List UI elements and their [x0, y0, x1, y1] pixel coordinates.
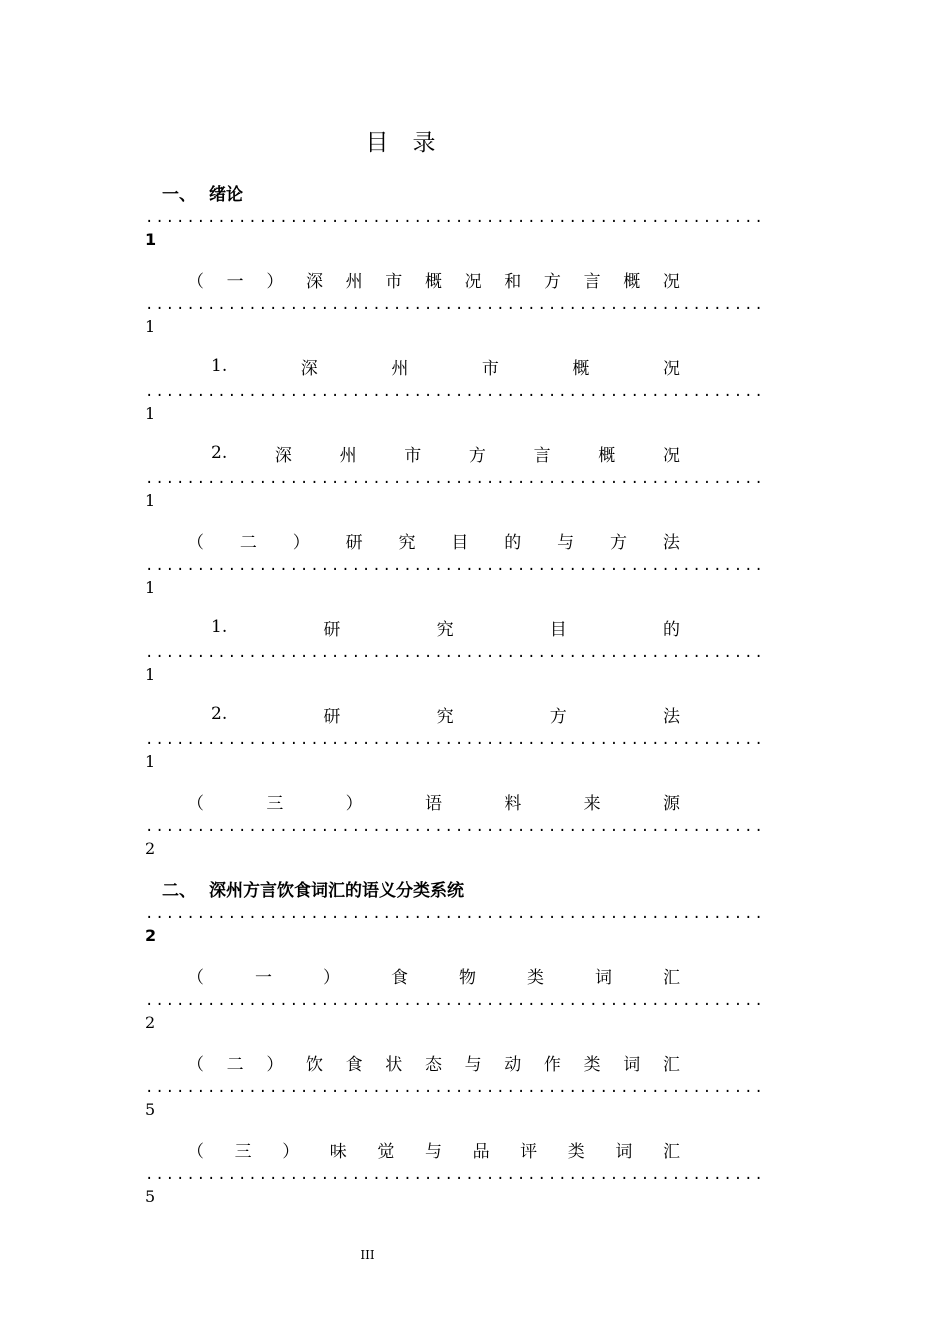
toc-entry-char: 研: [323, 706, 341, 727]
toc-entry-char: 概: [623, 271, 641, 292]
toc-entry-page: 1: [145, 317, 156, 336]
toc-leader-dots: ............................................................: [145, 993, 765, 1009]
toc-entry-char: 2.: [211, 443, 228, 463]
toc-entry-char: 汇: [662, 1054, 680, 1075]
toc-entry-char: 的: [662, 619, 680, 640]
toc-entry-char: 语: [424, 793, 442, 814]
toc-entry-page: 2: [145, 839, 156, 858]
toc-entry-char: 深: [274, 445, 292, 466]
toc-entry-char: 方: [610, 532, 627, 553]
toc-entry-char: 2.: [211, 704, 228, 724]
toc-entry-page: 2: [145, 926, 157, 945]
toc-entry[interactable]: [145, 960, 765, 1034]
toc-leader-dots: ............................................................: [145, 1080, 765, 1096]
toc-entry-heading: [145, 786, 680, 816]
toc-entry-char: 饮: [305, 1054, 323, 1075]
toc-entry-char: 市: [481, 358, 499, 379]
toc-entry-number: 二、: [162, 880, 196, 901]
toc-entry-char: 词: [595, 967, 612, 988]
toc-entry-char: 类: [567, 1141, 585, 1162]
toc-entry-char: 与: [424, 1141, 442, 1162]
toc-entry-char: 态: [424, 1054, 442, 1075]
toc-entry-char: 三: [234, 1141, 252, 1162]
toc-entry-heading: [145, 438, 680, 468]
toc-leader-dots: ............................................................: [145, 645, 765, 661]
toc-entry-char: 词: [615, 1141, 633, 1162]
toc-entry-char: 动: [504, 1054, 522, 1075]
toc-entry-char: ）: [282, 1141, 300, 1162]
toc-leader-dots: ............................................................: [145, 297, 765, 313]
toc-entry-char: 一: [226, 271, 244, 292]
toc-entry-page: 1: [145, 665, 156, 684]
toc-entry[interactable]: [145, 1047, 765, 1121]
toc-entry-char: ）: [323, 967, 340, 988]
toc-entry-page: 1: [145, 752, 156, 771]
toc-entry-page: 2: [145, 1013, 156, 1032]
toc-entry-text: 深州方言饮食词汇的语义分类系统: [209, 880, 464, 901]
toc-entry-char: （: [187, 1141, 204, 1162]
toc-leader-dots: ............................................................: [145, 732, 765, 748]
toc-entry-char: 三: [266, 793, 284, 814]
toc-entry-char: 究: [398, 532, 416, 553]
toc-entry-char: 研: [345, 532, 363, 553]
toc-entry-char: 概: [424, 271, 442, 292]
toc-entry-char: 和: [504, 271, 522, 292]
toc-entry-char: 概: [572, 358, 590, 379]
toc-entry-char: 食: [391, 967, 408, 988]
toc-entry[interactable]: [145, 264, 765, 338]
toc-entry-heading: [145, 351, 680, 381]
toc-entry[interactable]: [145, 1134, 765, 1208]
toc-leader-dots: ............................................................: [145, 471, 765, 487]
toc-entry-char: ）: [292, 532, 310, 553]
toc-entry-char: ）: [266, 271, 284, 292]
toc-entry-heading: [145, 264, 680, 294]
toc-leader-dots: ............................................................: [145, 819, 765, 835]
toc-entry-char: 作: [543, 1054, 561, 1075]
page-number: III: [360, 1248, 375, 1262]
toc-entry-char: 二: [226, 1054, 244, 1075]
toc-entry-char: 究: [436, 619, 454, 640]
toc-entry-heading: [145, 1134, 680, 1164]
toc-entry-char: 物: [459, 967, 476, 988]
toc-entry-char: 州: [339, 445, 357, 466]
toc-entry-page: 1: [145, 404, 156, 423]
toc-entry-char: 评: [520, 1141, 538, 1162]
toc-entry-number: 一、: [162, 184, 196, 205]
toc-entry-char: 一: [255, 967, 272, 988]
toc-entry-char: 市: [385, 271, 403, 292]
toc-entry-char: 品: [472, 1141, 490, 1162]
toc-entry-char: 研: [323, 619, 341, 640]
toc-entry-char: 深: [305, 271, 323, 292]
toc-entry-char: 法: [662, 706, 680, 727]
toc-entry-char: 来: [583, 793, 601, 814]
toc-entry-heading: [145, 873, 680, 903]
toc-entry-char: 况: [464, 271, 482, 292]
toc-entry-char: 与: [464, 1054, 482, 1075]
toc-entry-char: 市: [404, 445, 422, 466]
toc-entry-char: 深: [300, 358, 318, 379]
toc-entry-char: 源: [662, 793, 680, 814]
toc-entry-char: （: [187, 1054, 204, 1075]
toc-entry-char: 方: [468, 445, 486, 466]
toc-entry-char: 词: [623, 1054, 641, 1075]
toc-entry-char: 言: [533, 445, 551, 466]
toc-leader-dots: ............................................................: [145, 906, 765, 922]
toc-entry-page: 1: [145, 578, 156, 597]
toc-entry-char: 概: [598, 445, 616, 466]
toc-entry-page: 5: [145, 1100, 156, 1119]
toc-entry[interactable]: [145, 612, 765, 686]
toc-entry-char: 州: [391, 358, 409, 379]
toc-entry-char: 汇: [662, 1141, 680, 1162]
toc-leader-dots: ............................................................: [145, 558, 765, 574]
toc-leader-dots: ............................................................: [145, 384, 765, 400]
toc-entry-char: 言: [583, 271, 601, 292]
toc-leader-dots: ............................................................: [145, 1167, 765, 1183]
toc-entry-char: 1.: [211, 617, 228, 637]
toc-entry-char: ）: [345, 793, 363, 814]
toc-entry-page: 5: [145, 1187, 156, 1206]
toc-entry-char: 况: [662, 271, 680, 292]
toc-entry[interactable]: [145, 438, 765, 512]
toc-entry-char: （: [187, 793, 204, 814]
toc-entry-char: 目: [451, 532, 469, 553]
toc-entry-char: 的: [504, 532, 522, 553]
toc-entry-char: 与: [557, 532, 575, 553]
toc-entry-heading: [145, 177, 680, 207]
toc-entry-char: 方: [543, 271, 561, 292]
toc-entry-char: 1.: [211, 356, 228, 376]
toc-entry[interactable]: [145, 177, 765, 251]
toc-entry[interactable]: [145, 351, 765, 425]
toc-entry-char: 州: [345, 271, 363, 292]
toc-entry-char: 类: [583, 1054, 601, 1075]
toc-entry-char: （: [187, 967, 204, 988]
toc-entry-char: 方: [549, 706, 567, 727]
toc-entry[interactable]: [145, 525, 765, 599]
toc-entry-char: 况: [662, 445, 680, 466]
toc-entry-char: 味: [329, 1141, 347, 1162]
toc-entry[interactable]: [145, 786, 765, 860]
toc-entry-char: ）: [266, 1054, 284, 1075]
toc-entry-heading: [145, 525, 680, 555]
toc-title: 目录: [365, 130, 460, 156]
toc-entry-char: 二: [239, 532, 257, 553]
toc-entry-char: （: [187, 271, 204, 292]
toc-entry-heading: [145, 960, 680, 990]
toc-entry-char: 法: [662, 532, 680, 553]
toc-entry-char: （: [187, 532, 204, 553]
toc-entry-char: 究: [436, 706, 454, 727]
toc-entry-char: 状: [385, 1054, 403, 1075]
toc-entry-char: 类: [527, 967, 544, 988]
toc-entry-page: 1: [145, 230, 157, 249]
toc-entry-heading: [145, 612, 680, 642]
toc-entry-heading: [145, 1047, 680, 1077]
toc-entry-text: 绪论: [209, 184, 243, 205]
toc-entry[interactable]: [145, 873, 765, 947]
toc-entry[interactable]: [145, 699, 765, 773]
toc-entry-char: 食: [345, 1054, 363, 1075]
toc-entry-char: 目: [549, 619, 567, 640]
toc-entry-char: 汇: [663, 967, 680, 988]
toc-entry-page: 1: [145, 491, 156, 510]
toc-entry-heading: [145, 699, 680, 729]
toc-entry-char: 觉: [377, 1141, 395, 1162]
toc-entry-char: 况: [662, 358, 680, 379]
toc-entry-char: 料: [504, 793, 522, 814]
toc-leader-dots: ............................................................: [145, 210, 765, 226]
